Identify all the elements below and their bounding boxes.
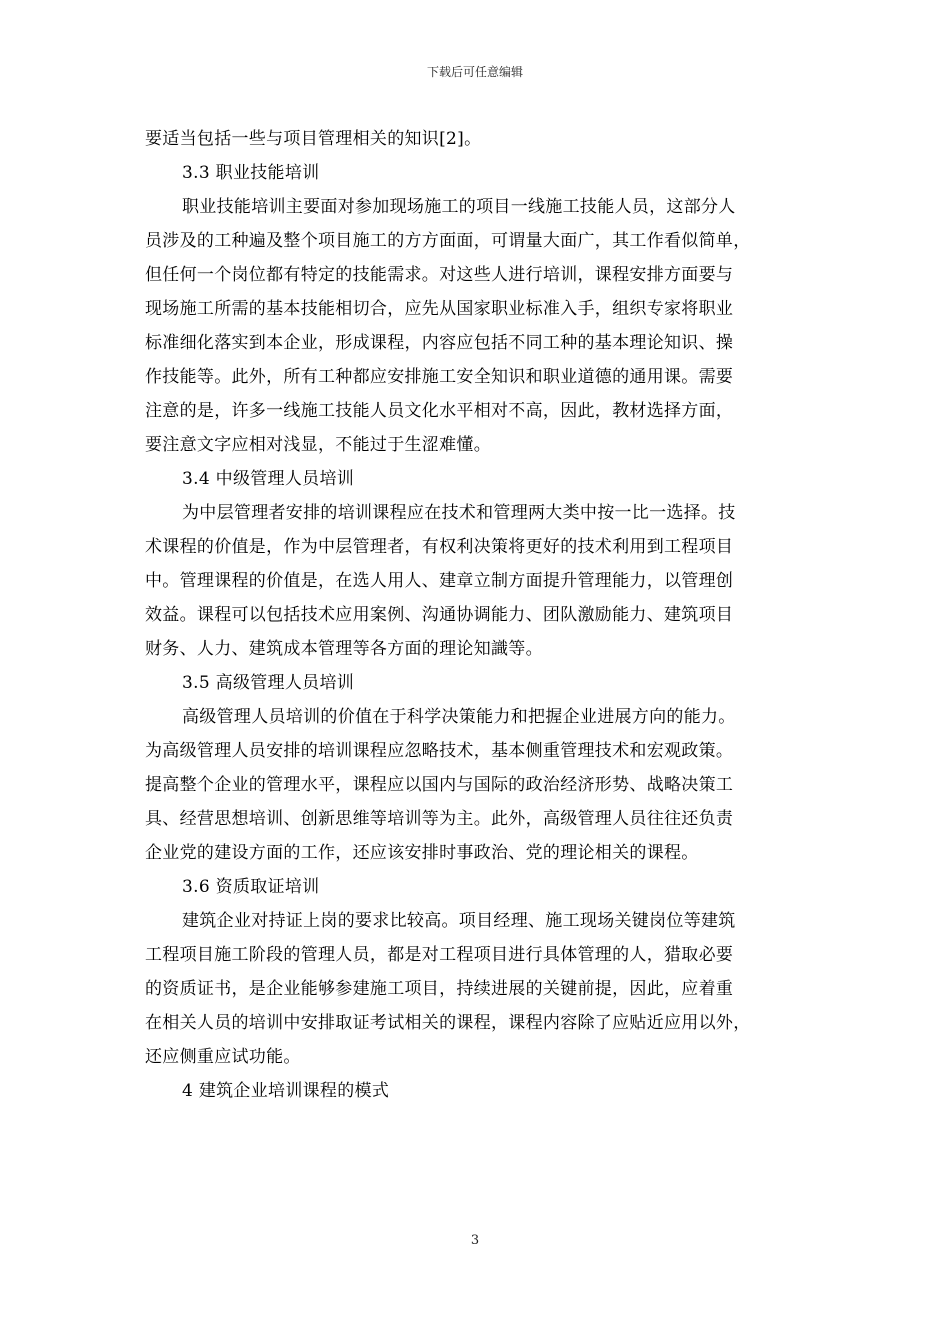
paragraph-line: 现场施工所需的基本技能相切合，应先从国家职业标准入手，组织专家将职业: [145, 299, 734, 319]
paragraph-line: 作技能等。此外，所有工种都应安排施工安全知识和职业道德的通用课。需要: [145, 367, 734, 387]
section-heading-3-6: 3.6 资质取证培训: [182, 877, 320, 897]
page-number: 3: [470, 1233, 480, 1248]
section-heading-3-3: 3.3 职业技能培训: [182, 163, 320, 183]
paragraph-line: 在相关人员的培训中安排取证考试相关的课程，课程内容除了应贴近应用以外，: [145, 1013, 751, 1033]
section-heading-3-4: 3.4 中级管理人员培训: [182, 469, 355, 489]
paragraph-line: 注意的是，许多一线施工技能人员文化水平相对不高，因此，教材选择方面，: [145, 401, 734, 421]
paragraph-line: 为中层管理者安排的培训课程应在技术和管理两大类中按一比一选择。技: [182, 503, 736, 523]
paragraph-line: 为高级管理人员安排的培训课程应忽略技术，基本侧重管理技术和宏观政策。: [145, 741, 734, 761]
paragraph-line: 具、经营思想培训、创新思维等培训等为主。此外，高级管理人员往往还负责: [145, 809, 734, 829]
paragraph-line: 工程项目施工阶段的管理人员，都是对工程项目进行具体管理的人，猎取必要: [145, 945, 734, 965]
paragraph-line: 效益。课程可以包括技术应用案例、沟通协调能力、团队激励能力、建筑项目: [145, 605, 734, 625]
paragraph-line: 高级管理人员培训的价值在于科学决策能力和把握企业进展方向的能力。: [182, 707, 736, 727]
paragraph-line: 但任何一个岗位都有特定的技能需求。对这些人进行培训，课程安排方面要与: [145, 265, 734, 285]
paragraph-line: 中。管理课程的价值是，在选人用人、建章立制方面提升管理能力，以管理创: [145, 571, 734, 591]
document-body: [145, 122, 813, 1108]
paragraph-line: 财务、人力、建筑成本管理等各方面的理论知識等。: [145, 639, 543, 659]
paragraph-line: 企业党的建设方面的工作，还应该安排时事政治、党的理论相关的课程。: [145, 843, 699, 863]
paragraph-line: 术课程的价值是，作为中层管理者，有权利决策将更好的技术利用到工程项目: [145, 537, 734, 557]
paragraph-line: 提高整个企业的管理水平，课程应以国内与国际的政治经济形势、战略决策工: [145, 775, 734, 795]
paragraph-line: 员涉及的工种遍及整个项目施工的方方面面，可谓量大面广，其工作看似简单，: [145, 231, 751, 251]
paragraph-line: 的资质证书，是企业能够参建施工项目，持续进展的关键前提，因此，应着重: [145, 979, 734, 999]
paragraph-line: 要注意文字应相对浅显，不能过于生涩难懂。: [145, 435, 491, 455]
paragraph-line: 建筑企业对持证上岗的要求比较高。项目经理、施工现场关键岗位等建筑: [182, 911, 736, 931]
paragraph-line: 标准细化落实到本企业，形成课程，内容应包括不同工种的基本理论知识、操: [145, 333, 734, 353]
paragraph-line: 要适当包括一些与项目管理相关的知识[2]。: [145, 129, 482, 149]
page-header-note: 下载后可任意编辑: [426, 65, 523, 79]
section-heading-4: 4 建筑企业培训课程的模式: [182, 1081, 390, 1101]
section-heading-3-5: 3.5 高级管理人员培训: [182, 673, 355, 693]
paragraph-line: 还应侧重应试功能。: [145, 1047, 301, 1067]
paragraph-line: 职业技能培训主要面对参加现场施工的项目一线施工技能人员，这部分人: [182, 197, 736, 217]
